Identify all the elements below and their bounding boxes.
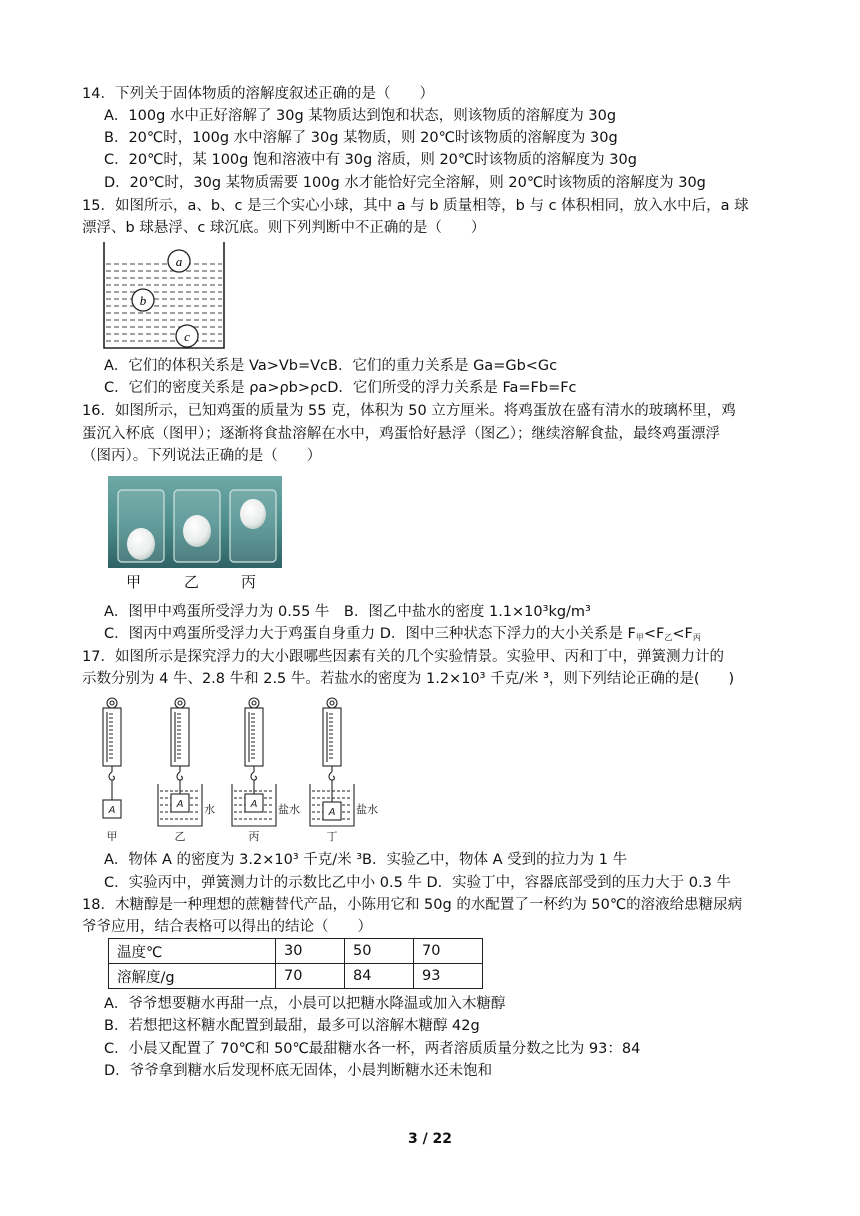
q16-sub-jia: 甲 <box>635 633 644 642</box>
q17-spring-scale-1 <box>103 698 121 800</box>
table-row <box>109 939 483 964</box>
q17-block-label-bing: A <box>250 799 258 810</box>
q17-spring-scale-2 <box>171 698 189 794</box>
q16-stem-line1: 16．如图所示，已知鸡蛋的质量为 55 克，体积为 50 立方厘米。将鸡蛋放在盛有清水的玻璃杯里，鸡 <box>82 403 736 419</box>
q17-options-cd: C．实验丙中，弹簧测力计的示数比乙中小 0.5 牛 D．实验丁中，容器底部受到的压力大于 0.3 牛 <box>104 875 731 891</box>
q17-spring-scale-4 <box>323 698 341 802</box>
q15-water <box>106 264 222 341</box>
page-number: 3 / 22 <box>407 1131 453 1147</box>
q18-option-d: D．爷爷拿到糖水后发现杯底无固体，小晨判断糖水还未饱和 <box>104 1063 493 1079</box>
q16-sub-bing: 丙 <box>692 633 701 642</box>
q16-egg-sunk <box>127 528 155 560</box>
q14-option-b: B．20℃时，100g 水中溶解了 30g 某物质，则 20℃时该物质的溶解度为 30g <box>104 130 618 146</box>
q17-label-yi: 乙 <box>174 830 186 843</box>
q18-option-a: A．爷爷想要糖水再甜一点，小晨可以把糖水降温或加入木糖醇 <box>104 996 506 1012</box>
q16-egg-suspended <box>183 515 211 547</box>
svg-text:b: b <box>139 293 147 308</box>
q17-block-label-jia: A <box>108 805 116 816</box>
q16-stem-line2: 蛋沉入杯底（图甲）；逐渐将食盐溶解在水中，鸡蛋恰好悬浮（图乙）；继续溶解食盐，最终鸡蛋漂浮 <box>82 426 720 442</box>
q17-block-label-yi: A <box>176 799 184 810</box>
q16-lt-2: <F <box>672 626 693 642</box>
q17-liquid-ding: 盐水 <box>356 803 378 816</box>
q14-stem: 14．下列关于固体物质的溶解度叙述正确的是（ ） <box>82 86 434 102</box>
q16-options-cd-text: C．图丙中鸡蛋所受浮力大于鸡蛋自身重力 D．图中三种状态下浮力的大小关系是 F <box>104 626 636 642</box>
table-cell: 溶解度/g <box>109 964 276 989</box>
q15-stem-line1: 15．如图所示，a、b、c 是三个实心小球，其中 a 与 b 质量相等，b 与 c 体积相同，放入水中后，a 球 <box>82 198 749 214</box>
q17-options-ab: A．物体 A 的密度为 3.2×10³ 千克/米 ³B．实验乙中，物体 A 受到的拉力为 1 牛 <box>104 852 628 868</box>
q16-options-cd <box>104 624 701 648</box>
q16-label-yi: 乙 <box>184 573 200 591</box>
svg-text:a: a <box>175 254 183 269</box>
q18-option-b: B．若想把这杯糖水配置到最甜，最多可以溶解木糖醇 42g <box>104 1018 480 1034</box>
q18-solubility-table <box>108 938 483 989</box>
q18-stem-line2: 爷爷应用，结合表格可以得出的结论（ ） <box>82 919 372 935</box>
q17-stem-line2: 示数分别为 4 牛、2.8 牛和 2.5 牛。若盐水的密度为 1.2×10³ 千克/米 ³，则下列结论正确的是( ) <box>82 671 735 687</box>
q16-label-bing: 丙 <box>241 573 257 591</box>
q14-option-d: D．20℃时，30g 某物质需要 100g 水才能恰好完全溶解，则 20℃时该物质的溶解度为 30g <box>104 175 706 191</box>
q17-label-jia: 甲 <box>106 830 118 843</box>
q18-stem-line1: 18．木糖醇是一种理想的蔗糖替代产品，小陈用它和 50g 的水配置了一杯约为 50℃的溶液给患糖尿病 <box>82 897 743 913</box>
q16-label-jia: 甲 <box>126 573 142 591</box>
q17-label-ding: 丁 <box>326 830 338 843</box>
q15-options-ab: A．它们的体积关系是 Va>Vb=VcB．它们的重力关系是 Ga=Gb<Gc <box>104 358 558 374</box>
q15-balls-figure <box>100 240 230 352</box>
q15-ball-a <box>168 250 190 272</box>
q15-options-cd: C．它们的密度关系是 ρa>ρb>ρcD．它们所受的浮力关系是 Fa=Fb=Fc <box>104 380 577 396</box>
q15-stem-line2: 漂浮、b 球悬浮、c 球沉底。则下列判断中不正确的是（ ） <box>82 220 486 236</box>
q14-option-c: C．20℃时，某 100g 饱和溶液中有 30g 溶质，则 20℃时该物质的溶解度为 30g <box>104 152 637 168</box>
svg-text:c: c <box>184 329 190 344</box>
q16-egg-photo <box>108 476 282 568</box>
q15-ball-b <box>132 289 154 311</box>
q17-stem-line1: 17．如图所示是探究浮力的大小跟哪些因素有关的几个实验情景。实验甲、丙和丁中，弹簧测力计的 <box>82 649 724 665</box>
q16-options-ab: A．图甲中鸡蛋所受浮力为 0.55 牛 B．图乙中盐水的密度 1.1×10³kg/m³ <box>104 604 591 620</box>
q16-egg-floating <box>240 499 266 529</box>
q18-option-c: C．小晨又配置了 70℃和 50℃最甜糖水各一杯，两者溶质质量分数之比为 93：84 <box>104 1041 641 1057</box>
table-row <box>109 964 483 989</box>
q17-liquid-yi: 水 <box>204 803 215 816</box>
q17-label-bing: 丙 <box>248 830 260 843</box>
q17-liquid-bing: 盐水 <box>278 803 300 816</box>
table-cell: 70 <box>414 939 483 964</box>
q14-option-a: A．100g 水中正好溶解了 30g 某物质达到饱和状态，则该物质的溶解度为 30g <box>104 108 617 124</box>
table-cell: 30 <box>276 939 345 964</box>
q15-ball-c <box>176 325 198 347</box>
table-cell: 93 <box>414 964 483 989</box>
q17-spring-scale-3 <box>245 698 263 794</box>
table-cell: 温度℃ <box>109 939 276 964</box>
q16-sub-yi: 乙 <box>664 633 673 642</box>
q17-spring-scale-figure <box>96 696 396 844</box>
q15-container <box>104 242 224 348</box>
q16-stem-line3: （图丙）。下列说法正确的是（ ） <box>82 448 322 464</box>
table-cell: 70 <box>276 964 345 989</box>
table-cell: 84 <box>345 964 414 989</box>
table-cell: 50 <box>345 939 414 964</box>
q17-block-label-ding: A <box>328 807 336 818</box>
q16-lt-1: <F <box>643 626 665 642</box>
